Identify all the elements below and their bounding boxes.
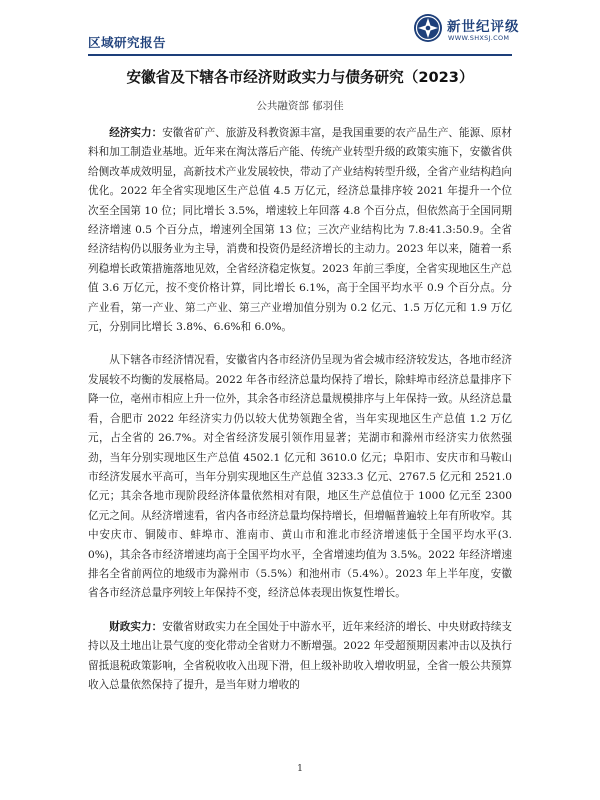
author-byline: 公共融资部 郁羽佳 bbox=[256, 100, 344, 112]
paragraph-city-economy bbox=[88, 351, 512, 603]
page-number: 1 bbox=[296, 763, 304, 774]
new-century-rating-logo-icon bbox=[413, 13, 443, 43]
section-label: 区域研究报告 bbox=[88, 35, 167, 50]
logo-wordmark: 新世纪评级 bbox=[447, 19, 520, 35]
company-logo bbox=[413, 13, 520, 47]
paragraph-lead: 财政实力： bbox=[109, 620, 163, 633]
document-body bbox=[88, 124, 512, 709]
logo-url: WWW.SHXSJ.COM bbox=[448, 34, 510, 42]
paragraph-lead: 经济实力： bbox=[109, 127, 163, 139]
paragraph-text: 安徽省财政实力在全国处于中游水平，近年来经济的增长、中央财政持续支持以及土地出让景气度的变化带动全省财力不断增强。2022 年受超预期因素冲击以及执行留抵退税政策影响，全省税收收入出现下滑，但上级补助收入增收明显，全省一般公共预算收入总量依然保持了提升，是当年财力增收的 bbox=[88, 620, 513, 691]
paragraph-economic-strength bbox=[88, 124, 512, 337]
document-title: 安徽省及下辖各市经济财政实力与债务研究（2023） bbox=[126, 69, 474, 86]
paragraph-text: 安徽省矿产、旅游及科教资源丰富，是我国重要的农产品生产、能源、原材料和加工制造业基地。近年来在淘汰落后产能、传统产业转型升级的政策实施下，安徽省供给侧改革成效明显，高新技术产业发展较快，带动了产业结构转型升级，全省产业结构趋向优化。2022 年全省实现地区生产总值 4.5 万亿元，经济总量排序较 2021 年提升一个位次至全国第 10 位；同比增长 3.5%，增速较上年回落 4.8 个百分点，但依然高于全国同期经济增速 0.5 个百分点，增速列全国第 13 位；三次产业结构比为 7.8:41.3:50.9。全省经济结构仍以服务业为主导，消费和投资仍是经济增长的主动力。2023 年以来，随着一系列稳增长政策措施落地见效，全省经济稳定恢复。2023 年前三季度，全省实现地区生产总值 3.6 万亿元，按不变价格计算，同比增长 6.1%，高于全国平均水平 0.9 个百分点。分产业看，第一产业、第二产业、第三产业增加值分别为 0.2 亿元、1.5 万亿元和 1.9 万亿元，分别同比增长 3.8%、6.6%和 6.0%。 bbox=[88, 127, 513, 334]
page-header bbox=[0, 0, 600, 60]
paragraph-fiscal-strength bbox=[88, 618, 512, 696]
paragraph-text: 从下辖各市经济情况看，安徽省内各市经济仍呈现为省会城市经济较发达，各地市经济发展较不均衡的发展格局。2022 年各市经济总量均保持了增长，除蚌埠市经济总量排序下降一位，亳州市相应上升一位外，其余各市经济总量规模排序与上年保持一致。从经济总量看，合肥市 2022 年经济实力仍以较大优势领跑全省，当年实现地区生产总值 1.2 万亿元，占全省的 26.7%。对全省经济发展引领作用显著；芜湖市和滁州市经济实力依然强劲，当年分别实现地区生产总值 4502.1 亿元和 3610.0 亿元；阜阳市、安庆市和马鞍山市经济发展水平高可，当年分别实现地区生产总值 3233.3 亿元、2767.5 亿元和 2521.0 亿元；其余各地市现阶段经济体量依然相对有限，地区生产总值位于 1000 亿元至 2300 亿元之间。从经济增速看，省内各市经济总量均保持增长，但增幅普遍较上年有所收窄。其中安庆市、铜陵市、蚌埠市、淮南市、黄山市和淮北市经济增速低于全国平均水平(3.0%)，其余各市经济增速均高于全国平均水平，全省增速均值为 3.5%。2022 年经济增速排名全省前两位的地级市为滁州市（5.5%）和池州市（5.4%）。2023 年上半年度，安徽省各市经济总量序列较上年保持不变，经济总体表现出恢复性增长。 bbox=[88, 354, 512, 600]
header-divider bbox=[88, 54, 512, 56]
